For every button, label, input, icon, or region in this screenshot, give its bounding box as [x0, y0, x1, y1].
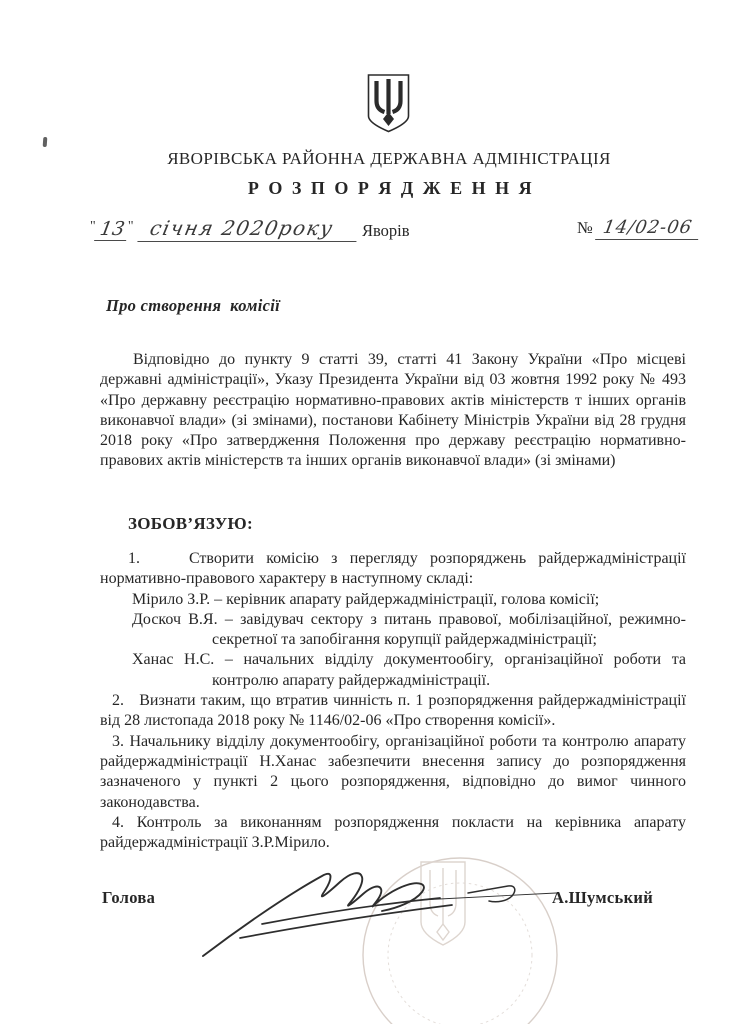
order-items	[100, 549, 686, 853]
signature-name: А.Шумський	[552, 888, 654, 907]
open-quote: "	[90, 219, 96, 234]
date-line	[90, 215, 694, 255]
doc-number	[577, 218, 700, 240]
commission-member-3: Ханас Н.С. – начальних відділу документообігу, організаційної роботи та контролю апарату райдержадміністрації.	[132, 651, 686, 689]
doc-type-title: Р О З П О Р Я Д Ж Е Н Н Я	[247, 178, 535, 198]
doc-number-label: №	[577, 218, 593, 237]
handwritten-month-year: січня 2020року	[137, 217, 361, 242]
order-item-4: 4. Контроль за виконанням розпорядження покласти на керівника апарату райдержадміністрації З.Р.Мірило.	[100, 813, 686, 852]
org-title: ЯВОРІВСЬКА РАЙОННА ДЕРЖАВНА АДМІНІСТРАЦІЯ	[167, 149, 611, 168]
place-name: Яворів	[362, 221, 410, 240]
handwritten-date	[90, 217, 359, 242]
handwritten-day: 13	[94, 219, 130, 241]
ukraine-trident-icon	[366, 73, 411, 134]
handwritten-signature-icon	[195, 860, 565, 965]
order-item-3: 3. Начальнику відділу документообігу, організаційної роботи та контролю апарату райдержадміністрації Н.Ханас забезпечити внесення запису до розпорядження зазначеного у пункті 2 цього розпорядження, відповідно до вимог чинного законодавства.	[100, 732, 686, 811]
oblige-heading: ЗОБОВ’ЯЗУЮ:	[128, 514, 253, 533]
commission-member-1: Мірило З.Р. – керівник апарату райдержадміністрації, голова комісії;	[132, 590, 600, 608]
handwritten-doc-number: 14/02-06	[595, 218, 702, 240]
subject-line: Про створення комісії	[106, 296, 281, 315]
scan-artifact	[43, 137, 48, 147]
close-quote: "	[127, 219, 134, 234]
signature-role: Голова	[102, 888, 156, 907]
order-item-1: 1. Створити комісію з перегляду розпоряджень райдержадміністрації нормативно-правового характеру в наступному складі:	[100, 550, 686, 588]
commission-member-2: Доскоч В.Я. – завідувач сектору з питань правової, мобілізаційної, режимно-секретної та запобігання корупції райдержадміністрації;	[132, 610, 686, 649]
intro-paragraph: Відповідно до пункту 9 статті 39, статті 41 Закону України «Про місцеві державні адміністрації», Указу Президента України від 03 жовтня 1992 року № 493 «Про державну реєстрацію нормативно-правових актів міністерств т інших органів виконавчої влади» (зі змінами), постанови Кабінету Міністрів України від 28 грудня 2018 року «Про затвердження Положення про державу реєстрацію нормативно-правових актів міністерств та інших органів виконавчої влади» (зі змінами)	[100, 351, 686, 470]
order-item-2: 2. Визнати таким, що втратив чинність п. 1 розпорядження райдержадміністрації від 28 листопада 2018 року № 1146/02-06 «Про створення комісії».	[100, 692, 686, 730]
